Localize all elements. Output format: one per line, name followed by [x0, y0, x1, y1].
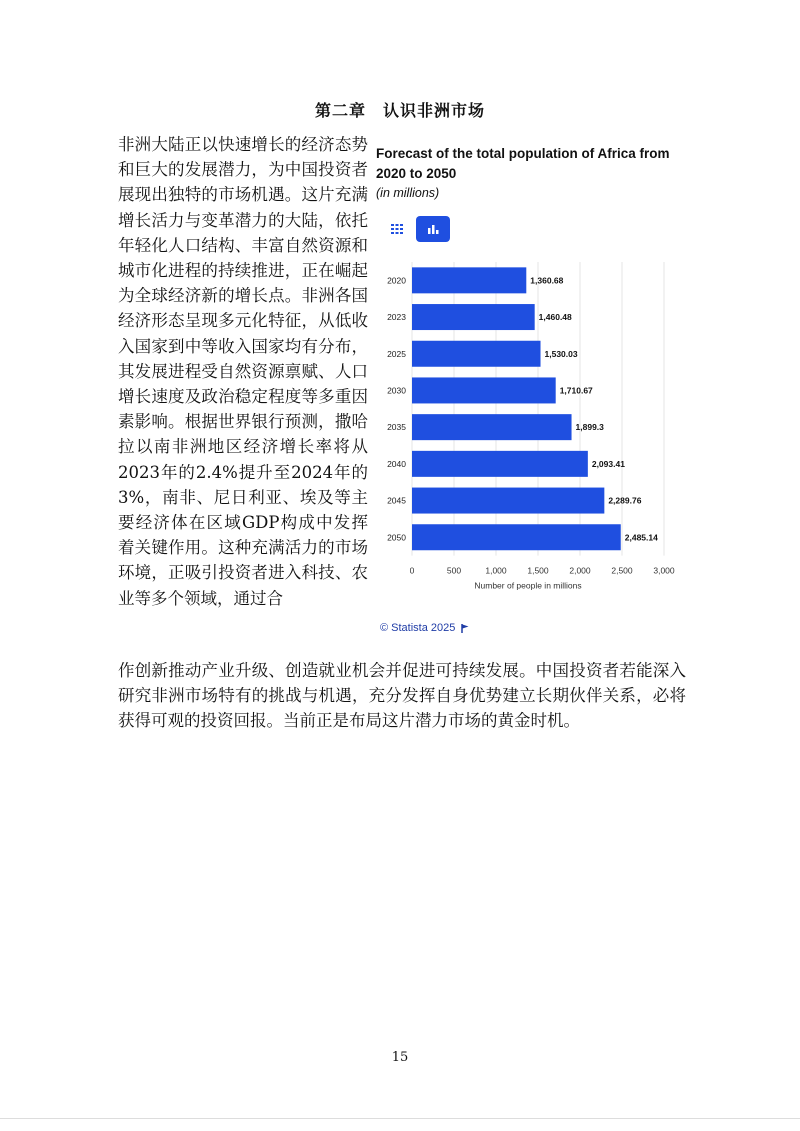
y-tick-label-2040: 2040 [387, 458, 406, 469]
bar-2025 [412, 341, 541, 367]
x-axis-label: Number of people in millions [474, 580, 582, 591]
data-label-2030: 1,710.67 [559, 385, 593, 396]
body-paragraph-full: 作创新推动产业升级、创造就业机会并促进可持续发展。中国投资者若能深入研究非洲市场特有的挑战与机遇，充分发挥自身优势建立长期伙伴关系，必将获得可观的投资回报。当前正是布局这片潜力市场的黄金时机。 [118, 661, 686, 731]
data-label-2025: 1,530.03 [544, 348, 578, 359]
data-label-2023: 1,460.48 [538, 312, 572, 323]
y-tick-label-2020: 2020 [387, 275, 406, 286]
y-tick-label-2035: 2035 [387, 422, 406, 433]
x-tick-label-4: 2,000 [569, 565, 591, 576]
page-number: 15 [391, 1050, 409, 1065]
body-paragraph-column: 非洲大陆正以快速增长的经济态势和巨大的发展潜力，为中国投资者展现出独特的市场机遇。这片充满增长活力与变革潜力的大陆，依托年轻化人口结构、丰富自然资源和城市化进程的持续推进，正在崛起为全球经济新的增长点。非洲各国经济形态呈现多元化特征，从低收入国家到中等收入国家均有分布，其发展进程受自然资源禀赋、人口增长速度及政治稳定程度等多重因素影响。根据世界银行预测，撒哈拉以南非洲地区经济增长率将从2023年的2.4%提升至2024年的3%，南非、尼日利亚、埃及等主要经济体在区域GDP构成中发挥着关键作用。这种充满活力的市场环境，正吸引投资者进入科技、农业等多个领域，通过合 [118, 135, 368, 608]
table-view-button[interactable] [380, 216, 414, 242]
bars [412, 267, 621, 550]
bar-2045 [412, 488, 604, 514]
chart-subtitle: (in millions) [376, 186, 440, 200]
data-label-2045: 2,289.76 [608, 495, 642, 506]
bar-chart [376, 250, 686, 620]
y-tick-label-2030: 2030 [387, 385, 406, 396]
credit-text: © Statista 2025 [380, 622, 456, 634]
x-tick-label-1: 500 [446, 565, 462, 576]
statista-chart [376, 140, 686, 645]
data-label-2050: 2,485.14 [624, 532, 658, 543]
chart-view-button[interactable] [416, 216, 450, 242]
bar-2040 [412, 451, 588, 477]
y-tick-label-2025: 2025 [387, 348, 406, 359]
table-grid-icon [391, 224, 403, 234]
x-tick-label-5: 2,500 [611, 565, 633, 576]
data-label-2020: 1,360.68 [530, 275, 564, 286]
bar-2030 [412, 377, 556, 403]
x-tick-label-3: 1,500 [527, 565, 549, 576]
x-tick-label-2: 1,000 [485, 565, 507, 576]
y-tick-label-2045: 2045 [387, 495, 406, 506]
bar-2023 [412, 304, 535, 330]
data-label-2035: 1,899.3 [575, 422, 604, 433]
page-bottom-rule [0, 1118, 800, 1119]
bar-2020 [412, 267, 526, 293]
flag-icon [461, 624, 469, 633]
bar-2050 [412, 524, 621, 550]
statista-credit[interactable] [380, 622, 469, 634]
bar-chart-icon [428, 224, 439, 234]
y-tick-label-2023: 2023 [387, 312, 406, 323]
data-label-2040: 2,093.41 [591, 458, 625, 469]
x-tick-label-0: 0 [409, 565, 415, 576]
y-tick-label-2050: 2050 [387, 532, 406, 543]
x-tick-label-6: 3,000 [653, 565, 675, 576]
bar-2035 [412, 414, 572, 440]
chapter-title: 第二章 认识非洲市场 [314, 101, 485, 120]
chart-title: Forecast of the total population of Africa from 2020 to 2050 [376, 146, 670, 181]
